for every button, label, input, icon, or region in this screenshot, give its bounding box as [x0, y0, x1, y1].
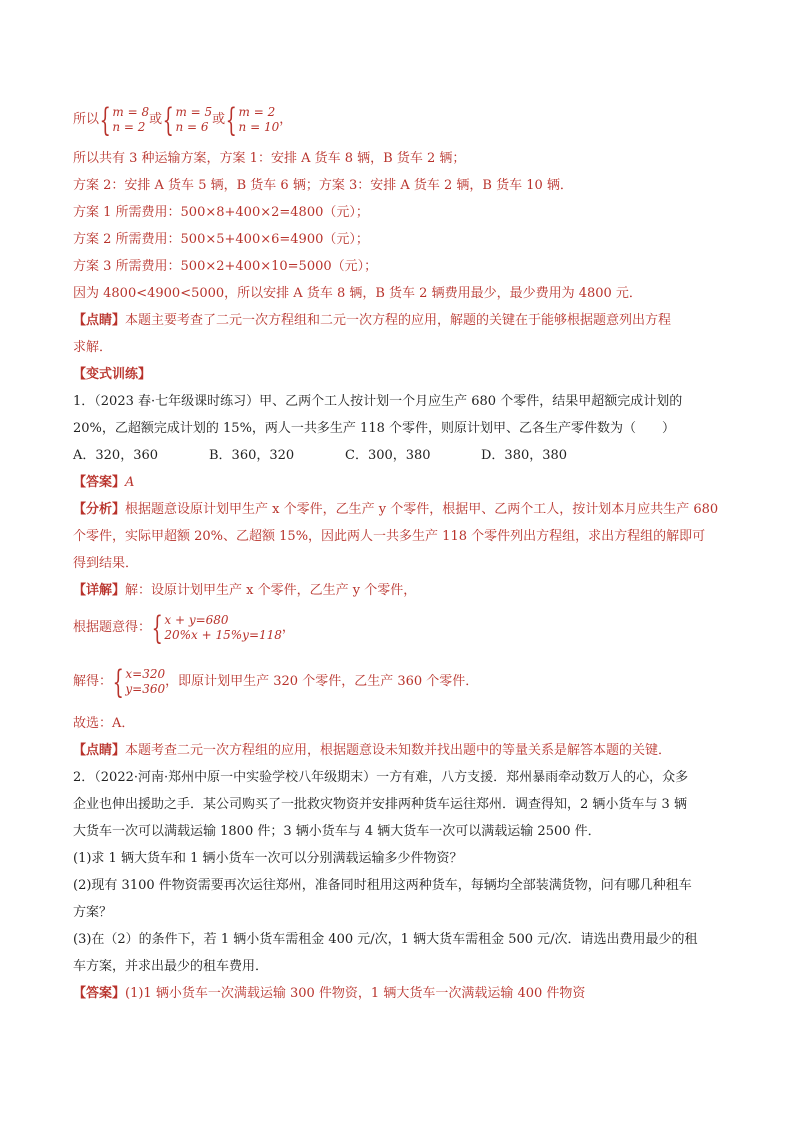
solution-line-1: 所以共有 3 种运输方案，方案 1：安排 A 货车 8 辆，B 货车 2 辆； — [73, 151, 466, 166]
q1-option-b: B．360，320 — [209, 448, 295, 463]
q1-setup-label: 根据题意得： — [73, 620, 152, 635]
q1-analysis-text-1: 根据题意设原计划甲生产 x 个零件，乙生产 y 个零件，根据甲、乙两个工人，按计划本月应共生产 680 — [125, 502, 719, 517]
q2-part-3a: (3)在（2）的条件下，若 1 辆小货车需租金 400 元/次，1 辆大货车需租金 500 元/次．请选出费用最少的租 — [73, 932, 698, 947]
q1-detail-text: 解：设原计划甲生产 x 个零件，乙生产 y 个零件， — [125, 583, 417, 598]
q2-answer-tag: 【答案】 — [73, 986, 126, 1001]
system-3: { m = 2 n = 10 — [225, 101, 280, 139]
q1-comment-text: 本题考查二元一次方程组的应用，根据题意设未知数并找出题中的等量关系是解答本题的关键． — [125, 743, 672, 758]
q1-detail-tag: 【详解】 — [73, 583, 126, 598]
q1-setup-tail: ， — [281, 620, 295, 635]
solution-line-5: 方案 3 所需费用：500×2+400×10=5000（元）； — [73, 259, 378, 274]
q1-comment-tag: 【点睛】 — [73, 743, 126, 758]
or-2: 或 — [212, 112, 226, 127]
q1-answer-tag: 【答案】 — [73, 475, 126, 490]
section-title: 【变式训练】 — [73, 367, 152, 382]
q1-detail — [73, 582, 416, 600]
q1-analysis — [73, 501, 718, 519]
q2-line-1: 2．（2022·河南·郑州中原一中实验学校八年级期末）一方有难，八方支援．郑州暴雨牵动数万人的心，众多 — [73, 770, 689, 785]
q2-part-2b: 方案？ — [73, 905, 113, 920]
system-3-eq2: n = 10 — [238, 120, 280, 134]
q1-choose: 故选：A． — [73, 716, 135, 731]
comment-1-tag: 【点睛】 — [73, 313, 126, 328]
q1-solve-eq2: y=360 — [125, 682, 166, 696]
solution-line-3: 方案 1 所需费用：500×8+400×2=4800（元）； — [73, 205, 369, 220]
q1-solve-line — [73, 663, 479, 701]
solution-tail: ， — [279, 112, 293, 127]
q2-answer-text: (1)1 辆小货车一次满载运输 300 件物资，1 辆大货车一次满载运输 400 件物资 — [125, 986, 586, 1001]
q1-options — [73, 447, 567, 465]
q2-part-1: (1)求 1 辆大货车和 1 辆小货车一次可以分别满载运输多少件物资？ — [73, 851, 463, 866]
solution-line-6: 因为 4800<4900<5000，所以安排 A 货车 8 辆，B 货车 2 辆费用最少，最少费用为 4800 元． — [73, 286, 642, 301]
q1-solve-eq1: x=320 — [125, 667, 166, 681]
q1-solve-label: 解得： — [73, 674, 113, 689]
q1-solve-tail: ，即原计划甲生产 320 个零件，乙生产 360 个零件． — [165, 674, 479, 689]
q1-comment — [73, 742, 671, 760]
q1-setup-eq1: x + y=680 — [164, 613, 229, 627]
q1-analysis-tag: 【分析】 — [73, 502, 126, 517]
q2-line-3: 大货车一次可以满载运输 1800 件；3 辆小货车与 4 辆大货车一次可以满载运输 2500 件． — [73, 824, 601, 839]
system-1-eq1: m = 8 — [112, 105, 150, 119]
q1-answer — [73, 474, 134, 492]
q1-solve-system: { x=320 y=360 — [112, 663, 166, 701]
solution-systems-line — [73, 101, 293, 139]
q1-option-d: D．380，380 — [481, 448, 568, 463]
comment-1-cont: 求解． — [73, 340, 113, 355]
comment-1 — [73, 312, 671, 330]
or-1: 或 — [149, 112, 163, 127]
q1-analysis-text-2: 个零件，实际甲超额 20%、乙超额 15%，因此两人一共多生产 118 个零件列出方程组，求出方程组的解即可 — [73, 529, 706, 544]
system-3-eq1: m = 2 — [238, 105, 276, 119]
solution-line-2: 方案 2：安排 A 货车 5 辆，B 货车 6 辆；方案 3：安排 A 货车 2 辆，B 货车 10 辆． — [73, 178, 573, 193]
q1-line-1: 1．（2023 春·七年级课时练习）甲、乙两个工人按计划一个月应生产 680 个零件，结果甲超额完成计划的 — [73, 394, 683, 409]
q1-option-a: A．320，360 — [73, 448, 159, 463]
q2-part-2a: (2)现有 3100 件物资需要再次运往郑州，准备同时租用这两种货车，每辆均全部装满货物，问有哪几种租车 — [73, 878, 692, 893]
system-2: { m = 5 n = 6 — [162, 101, 213, 139]
system-1: { m = 8 n = 2 — [99, 101, 150, 139]
system-1-eq2: n = 2 — [112, 120, 146, 134]
solution-line-4: 方案 2 所需费用：500×5+400×6=4900（元）； — [73, 232, 369, 247]
q1-setup-system: { x + y=680 20%x + 15%y=118 — [151, 609, 282, 647]
system-2-eq2: n = 6 — [175, 120, 209, 134]
q1-line-2: 20%，乙超额完成计划的 15%，两人一共多生产 118 个零件，则原计划甲、乙各生产零件数为（ ） — [73, 421, 675, 436]
comment-1-text: 本题主要考查了二元一次方程组和二元一次方程的应用，解题的关键在于能够根据题意列出方程 — [125, 313, 672, 328]
q1-setup-line — [73, 609, 295, 647]
q1-option-c: C．300，380 — [345, 448, 431, 463]
solution-intro: 所以 — [73, 112, 100, 127]
system-2-eq1: m = 5 — [175, 105, 213, 119]
q1-setup-eq2: 20%x + 15%y=118 — [164, 628, 282, 642]
q1-analysis-text-3: 得到结果． — [73, 556, 139, 571]
q2-line-2: 企业也伸出援助之手．某公司购买了一批救灾物资并安排两种货车运往郑州．调查得知，2 辆小货车与 3 辆 — [73, 797, 687, 812]
q2-answer — [73, 985, 585, 1003]
q1-answer-value: A — [125, 475, 135, 490]
q2-part-3b: 车方案，并求出最少的租车费用． — [73, 959, 269, 974]
